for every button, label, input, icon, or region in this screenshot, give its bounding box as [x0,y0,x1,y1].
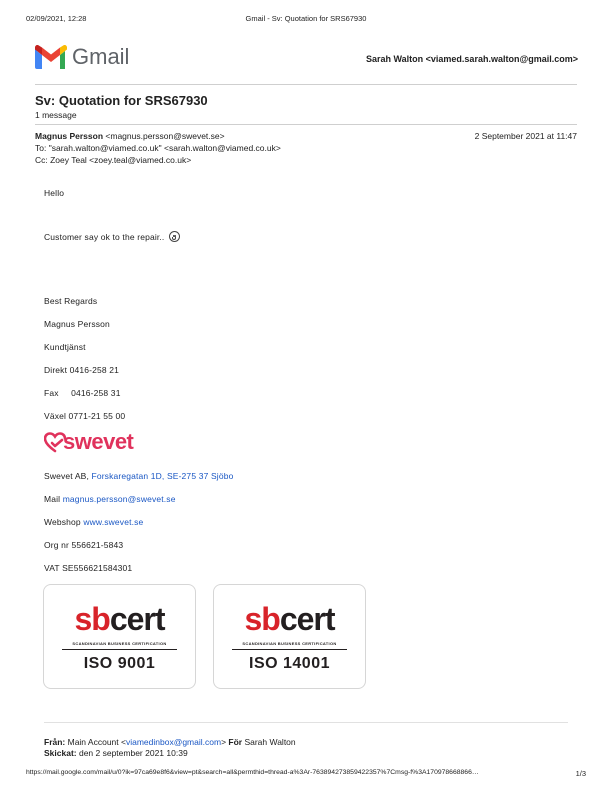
webshop-link[interactable]: www.swevet.se [83,517,144,527]
badge-iso: ISO 14001 [249,655,330,672]
greeting: Hello [44,188,65,198]
message-from [35,131,225,141]
company-orgnr: Org nr 556621-5843 [44,540,124,550]
company-address: Swevet AB, Forskaregatan 1D, SE-275 37 Sjöbo [44,471,234,481]
quoted-sent: Skickat: den 2 september 2021 10:39 [44,748,188,758]
quoted-from-link[interactable]: viamedinbox@gmail.com [125,737,222,747]
from-email: <magnus.persson@swevet.se> [105,131,225,141]
body-line [44,231,180,242]
gmail-logo-icon [35,45,67,69]
print-datetime: 02/09/2021, 12:28 [26,14,87,23]
badge-subtitle: SCANDINAVIAN BUSINESS CERTIFICATION [242,641,337,646]
signature-switchboard: Växel 0771-21 55 00 [44,411,126,421]
company-vat: VAT SE556621584301 [44,563,133,573]
signature-fax: Fax 0416-258 31 [44,388,121,398]
mail-link[interactable]: magnus.persson@swevet.se [62,494,176,504]
page-number: 1/3 [575,769,586,778]
signoff: Best Regards [44,296,98,306]
company-mail: Mail magnus.persson@swevet.se [44,494,176,504]
badge-subtitle: SCANDINAVIAN BUSINESS CERTIFICATION [72,641,167,646]
message-date: 2 September 2021 at 11:47 [474,131,577,141]
sbcert-logo: sbcert [244,601,335,637]
message-to: To: "sarah.walton@viamed.co.uk" <sarah.walton@viamed.co.uk> [35,143,281,153]
print-title: Gmail - Sv: Quotation for SRS67930 [245,14,367,23]
sbcert-logo: sbcert [74,601,165,637]
signature-direct: Direkt 0416-258 21 [44,365,119,375]
body-text: Customer say ok to the repair.. [44,232,165,242]
quote-divider [44,722,568,723]
swevet-wordmark: swevet [63,429,134,454]
subject-divider [35,124,577,125]
company-webshop: Webshop www.swevet.se [44,517,144,527]
gmail-wordmark: Gmail [72,44,130,69]
quoted-from: Från: Main Account <viamedinbox@gmail.com> För Sarah Walton [44,737,296,747]
iso-9001-badge [43,584,196,689]
signature-name: Magnus Persson [44,319,110,329]
smiley-icon [169,231,180,242]
signature-department: Kundtjänst [44,342,86,352]
message-count: 1 message [35,110,77,120]
iso-14001-badge [213,584,366,689]
address-link[interactable]: Forskaregatan 1D, SE-275 37 Sjöbo [91,471,234,481]
thread-subject: Sv: Quotation for SRS67930 [35,93,208,108]
from-name: Magnus Persson [35,131,104,141]
account-header: Sarah Walton <viamed.sarah.walton@gmail.com> [365,54,578,64]
print-url: https://mail.google.com/mail/u/0?ik=97ca69e8f6&view=pt&search=all&permthid=thread-a%3Ar-763894273859422357%7Cmsg-f%3A170978668866… [26,769,479,776]
badge-iso: ISO 9001 [83,655,156,672]
message-cc: Cc: Zoey Teal <zoey.teal@viamed.co.uk> [35,155,192,165]
header-divider [35,84,577,85]
